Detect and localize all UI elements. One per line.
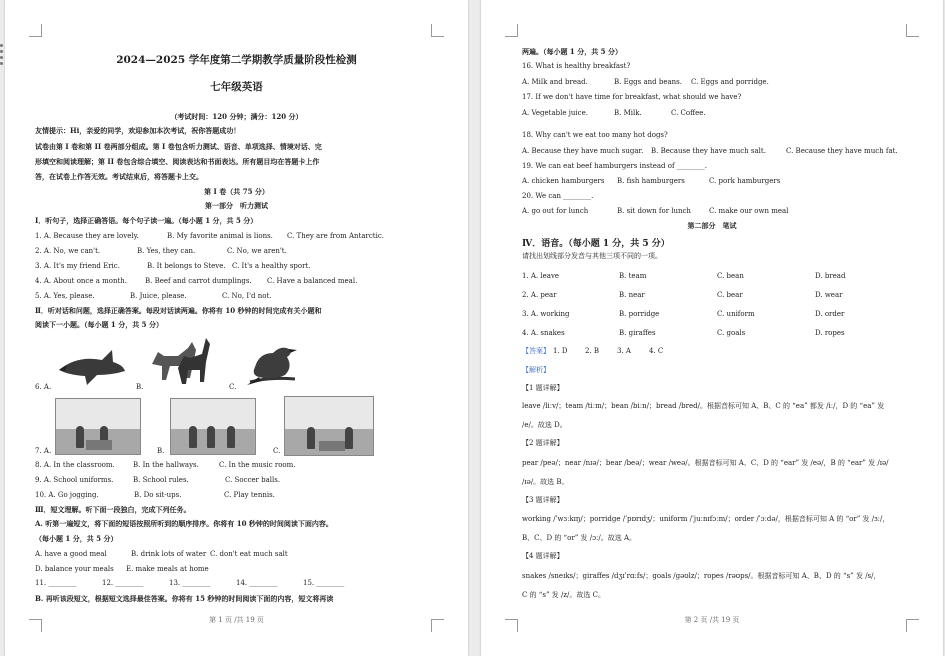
option-text: 4. A. About once a month. [35, 277, 128, 285]
explanation-text: leave /liːv/；team /tiːm/；bean /biːn/；bread /bred/。根据音标可知 A、B、C 的 “ea” 都发 /iː/，D 的 “ea” 发 [522, 402, 885, 410]
document-page-2 [481, 0, 943, 656]
option-text: C. don't eat much salt [210, 550, 288, 558]
option-text: D. wear [815, 291, 843, 299]
option-text: B. giraffes [619, 329, 656, 337]
option-text: B. fish hamburgers [617, 177, 685, 185]
tip-line: 形填空和阅读理解；第 II 卷包含综合填空、阅读表达和书面表达。所有题目均在答题卡上作 [35, 157, 320, 166]
option-text: C. uniform [717, 310, 755, 318]
option-text: A. have a good meal [35, 550, 107, 558]
answer-blank[interactable]: 12. ________ [102, 579, 144, 587]
answer-blank[interactable]: 11. ________ [35, 579, 77, 587]
option-text: 9. A. School uniforms. [35, 476, 114, 484]
option-text: 3. A. working [522, 310, 570, 318]
option-label: B. [157, 447, 165, 455]
option-text: B. Because they have much salt. [651, 147, 766, 155]
section-title: Ⅱ．听对话和问题，选择正确答案。每段对话读两遍。你将有 10 秒钟的时间完成有关小题和 [35, 306, 322, 315]
document-page-1 [5, 0, 468, 656]
part-heading: 第一部分 听力测试 [205, 201, 268, 210]
option-text: 2. A. pear [522, 291, 557, 299]
page-corner-mark [505, 24, 518, 37]
option-text: D. order [815, 310, 845, 318]
option-text: D. bread [815, 272, 846, 280]
option-text: B. My favorite animal is lions. [167, 232, 273, 240]
instruction-text: 请找出划线部分发音与其他三项不同的一项。 [522, 252, 662, 260]
hallway-photo [170, 398, 256, 455]
option-text: B. Eggs and beans. [614, 78, 682, 86]
page-title: 2024—2025 学年度第二学期教学质量阶段性检测 [116, 54, 357, 66]
option-text: C. pork hamburgers [709, 177, 781, 185]
option-text: 5. A. Yes, please. [35, 292, 95, 300]
option-text: 10. A. Go jogging. [35, 491, 99, 499]
section-title: 阅读下一小题。（每小题 1 分，共 5 分） [35, 320, 163, 329]
option-text: C. make our own meal [709, 207, 789, 215]
volume-heading: 第 I 卷（共 75 分） [204, 187, 269, 196]
option-text: B. Do sit-ups. [134, 491, 182, 499]
option-text: 2. A. No, we can't. [35, 247, 101, 255]
tip-line: 友情提示：Hi，亲爱的同学，欢迎参加本次考试，祝你答题成功！ [35, 126, 241, 135]
answer-blank[interactable]: 13. ________ [169, 579, 211, 587]
option-text: C. Soccer balls. [225, 476, 281, 484]
option-label: 7. A. [35, 447, 52, 455]
explanation-heading: 【3 题详解】 [522, 496, 564, 504]
shark-image [57, 345, 127, 390]
explanation-text: B、C、D 的 “or” 发 /ɔː/。故选 A。 [522, 534, 637, 542]
answer-blank[interactable]: 14. ________ [236, 579, 278, 587]
option-text: 4. A. snakes [522, 329, 565, 337]
option-text: D. ropes [815, 329, 845, 337]
option-text: B. It belongs to Steve. [147, 262, 226, 270]
option-text: C. No, I'd not. [222, 292, 272, 300]
option-text: C. Eggs and porridge. [691, 78, 769, 86]
option-text: B. School rules. [133, 476, 189, 484]
explanation-text: /ɪə/。故选 B。 [522, 478, 569, 486]
bird-image [245, 337, 305, 387]
page-footer: 第 2 页 /共 19 页 [684, 616, 740, 624]
section-title: A. 听第一遍短文，将下面的短语按照所听到的顺序排序。你将有 10 秒钟的时间阅读下面内容。 [35, 519, 333, 528]
option-text: B. drink lots of water [131, 550, 207, 558]
answer-label: 【答案】 [522, 347, 550, 355]
explanation-heading: 【1 题详解】 [522, 384, 564, 392]
option-text: C. Because they have much fat. [786, 147, 898, 155]
explanation-text: snakes /sneɪks/；giraffes /dʒɪˈrɑːfs/；goals /ɡəʊlz/；ropes /rəʊps/。根据音标可知 A、B、D 的 “s” 发 /s/， [522, 572, 881, 580]
question-text: 18. Why can't we eat too many hot dogs? [522, 131, 668, 139]
option-text: C. Coffee. [671, 109, 706, 117]
option-text: D. balance your meals [35, 565, 114, 573]
answer-value: 1. D [553, 347, 568, 355]
question-text: 19. We can eat beef hamburgers instead of ________. [522, 162, 707, 170]
tip-line: 答，在试卷上作答无效。考试结束后，将答题卡上交。 [35, 172, 203, 181]
question-text: 17. If we don't have time for breakfast, what should we have? [522, 93, 742, 101]
section-title: Ⅳ．语音。（每小题 1 分，共 5 分） [522, 239, 670, 249]
option-text: C. No, we aren't. [227, 247, 287, 255]
question-text: 16. What is healthy breakfast? [522, 62, 631, 70]
option-text: E. make meals at home [126, 565, 209, 573]
option-text: 3. A. It's my friend Eric. [35, 262, 120, 270]
explanation-heading: 【2 题详解】 [522, 439, 564, 447]
answer-value: 3. A [617, 347, 631, 355]
option-label: 6. A. [35, 383, 52, 391]
option-text: C. It's a healthy sport. [232, 262, 311, 270]
option-text: B. porridge [619, 310, 660, 318]
option-text: A. go out for lunch [522, 207, 589, 215]
option-text: B. team [619, 272, 647, 280]
option-text: C. bean [717, 272, 744, 280]
explanation-heading: 【4 题详解】 [522, 552, 564, 560]
option-text: C. goals [717, 329, 746, 337]
part-heading: 第二部分 笔试 [687, 221, 737, 230]
option-text: B. Beef and carrot dumplings. [145, 277, 252, 285]
explanation-text: pear /peə/；near /nɪə/；bear /beə/；wear /weə/。根据音标可知 A、C、D 的 “ear” 发 /eə/，B 的 “ear” 发 /ɪə/ [522, 459, 889, 467]
option-text: A. Because they have much sugar. [522, 147, 644, 155]
explanation-text: /e/。故选 D。 [522, 421, 567, 429]
section-continuation: 两遍。（每小题 1 分，共 5 分） [522, 47, 622, 56]
option-text: B. In the hallways. [133, 461, 199, 469]
option-text: A. Vegetable juice. [522, 109, 588, 117]
option-label: C. [273, 447, 281, 455]
answer-value: 2. B [585, 347, 600, 355]
option-text: B. Milk. [614, 109, 642, 117]
option-text: A. Milk and bread. [522, 78, 588, 86]
page-footer: 第 1 页 /共 19 页 [209, 616, 264, 624]
option-text: C. In the music room. [219, 461, 296, 469]
option-text: B. near [619, 291, 645, 299]
section-title: （每小题 1 分，共 5 分） [35, 534, 118, 543]
analysis-label: 【解析】 [522, 366, 550, 374]
option-text: 8. A. In the classroom. [35, 461, 115, 469]
option-text: 1. A. leave [522, 272, 560, 280]
option-text: 1. A. Because they are lovely. [35, 232, 139, 240]
page-subtitle: 七年级英语 [210, 81, 263, 93]
option-text: B. sit down for lunch [617, 207, 691, 215]
explanation-text: working /ˈwɜːkɪŋ/；porridge /ˈpɒrɪdʒ/；uniform /ˈjuːnɪfɔːm/；order /ˈɔːdə/，根据音标可知 A 的 “or” 发 /ɜː/， [522, 515, 890, 523]
wolves-image [148, 334, 210, 386]
exam-info: （考试时间：120 分钟；满分：120 分） [170, 112, 303, 121]
tip-line: 试卷由第 I 卷和第 II 卷两部分组成。第 I 卷包含听力测试、语音、单项选择、情境对话、完 [35, 142, 322, 151]
classroom-photo [55, 398, 141, 455]
section-title: B. 再听该段短文，根据短文选择最佳答案。你将有 15 秒钟的时间阅读下面的内容，短文将再读 [35, 594, 334, 603]
option-label: B. [136, 383, 144, 391]
explanation-text: C 的 “s” 发 /z/。故选 C。 [522, 591, 605, 599]
option-text: B. Yes, they can. [137, 247, 196, 255]
option-text: C. Play tennis. [224, 491, 275, 499]
answer-blank[interactable]: 15. ________ [303, 579, 345, 587]
question-text: 20. We can ________. [522, 192, 594, 200]
music-room-photo [284, 396, 374, 456]
page-corner-mark [431, 24, 444, 37]
section-title: Ⅲ．短文理解。听下面一段独白，完成下列任务。 [35, 505, 191, 514]
option-text: B. Juice, please. [130, 292, 187, 300]
page-corner-mark [29, 24, 42, 37]
section-title: Ⅰ．听句子，选择正确答语。每个句子读一遍。（每小题 1 分，共 5 分） [35, 216, 258, 225]
option-label: C. [229, 383, 237, 391]
option-text: C. They are from Antarctic. [287, 232, 384, 240]
answer-value: 4. C [649, 347, 664, 355]
option-text: C. bear [717, 291, 743, 299]
page-corner-mark [906, 24, 919, 37]
option-text: C. Have a balanced meal. [267, 277, 358, 285]
option-text: A. chicken hamburgers [522, 177, 605, 185]
